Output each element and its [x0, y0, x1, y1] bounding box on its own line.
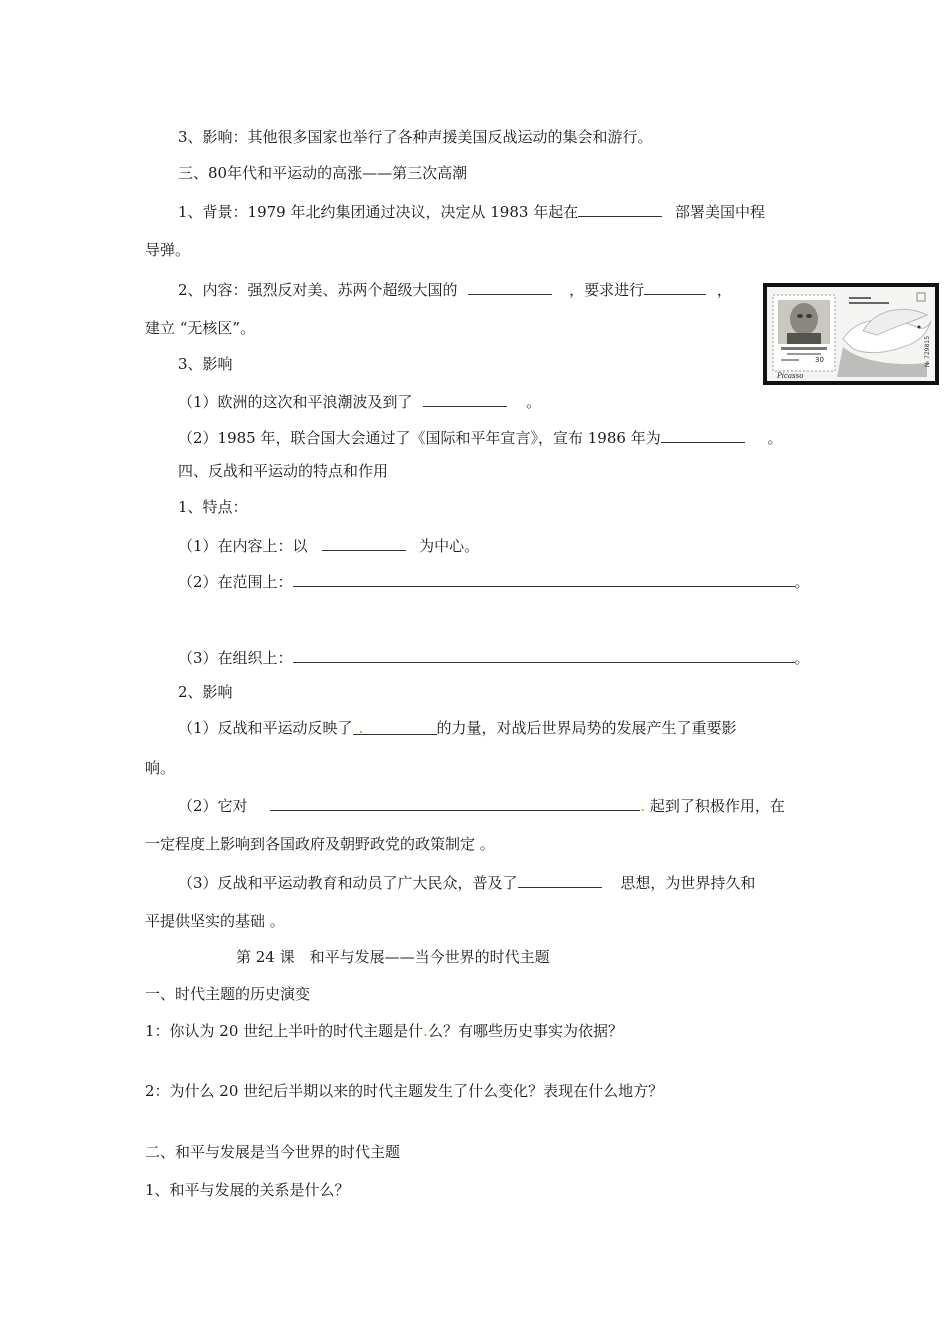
blank-field[interactable]: [644, 278, 706, 295]
effect-item-3: [178, 871, 755, 893]
blank-field[interactable]: [661, 426, 745, 443]
feature-item-3: [178, 646, 810, 668]
effect-text: （3）反战和平运动教育和动员了广大民众，普及了: [178, 874, 518, 892]
blank-field[interactable]: [293, 570, 795, 587]
portrait-caption: [787, 353, 821, 355]
background-text-end: 部署美国中程: [674, 203, 765, 221]
effect-text-end: 的力量，对战后世界局势的发展产生了重要影: [436, 719, 737, 737]
section-heading-1: 一、时代主题的历史演变: [145, 985, 311, 1003]
effect-text: （1）反战和平运动反映了: [178, 719, 353, 737]
impact-item-1: [178, 390, 541, 412]
continuation-line: 响。: [145, 759, 176, 777]
blank-field[interactable]: [353, 718, 437, 735]
continuation-line: 建立 “无核区”。: [145, 319, 256, 337]
impact-text-end: 。: [526, 393, 542, 411]
feature-text-end: 为中心。: [419, 537, 480, 555]
effect-text: （2）它对: [178, 797, 248, 815]
blank-field[interactable]: [270, 794, 640, 811]
continuation-line: 导弹。: [145, 241, 191, 259]
blank-field[interactable]: [322, 534, 406, 551]
question-3: 1、和平与发展的关系是什么？: [145, 1181, 350, 1199]
impact-text: （1）欧洲的这次和平浪潮波及到了: [178, 393, 413, 411]
feature-text: （2）在范围上：: [178, 573, 293, 591]
dove-eye: [918, 326, 921, 329]
portrait-eye: [806, 314, 812, 318]
feature-text: （3）在组织上：: [178, 649, 293, 667]
feature-text-end: 。: [794, 573, 810, 591]
mark-dot: .: [358, 719, 364, 737]
background-line: [178, 200, 765, 222]
blank-field[interactable]: [578, 200, 662, 217]
effect-text-end: 思想，为世界持久和: [620, 874, 756, 892]
continuation-line: 一定程度上影响到各国政府及朝野政党的政策制定 。: [145, 835, 495, 853]
mark-dot: .: [423, 1022, 428, 1040]
impact-item-2: [178, 426, 783, 448]
portrait-head: [790, 303, 818, 335]
continuation-line: 平提供坚实的基础 。: [145, 912, 285, 930]
content-text-mid: ，要求进行: [569, 281, 645, 299]
section-heading-4: 四、反战和平运动的特点和作用: [178, 462, 389, 480]
mark-dot: .: [640, 797, 646, 815]
content-text: 2、内容：强烈反对美、苏两个超级大国的: [178, 281, 458, 299]
picasso-stamp-image: [763, 283, 939, 385]
stamp-sheet: [767, 287, 935, 381]
blank-field[interactable]: [293, 646, 795, 663]
portrait-caption: [781, 347, 827, 350]
picasso-signature: Picasso: [777, 372, 804, 380]
section-heading-2: 二、和平与发展是当今世界的时代主题: [145, 1143, 401, 1161]
effect-item-1: [178, 718, 737, 738]
portrait-shoulders: [787, 333, 821, 344]
feature-item-2: [178, 570, 810, 592]
feature-text-end: 。: [794, 649, 810, 667]
feature-item-1: [178, 534, 479, 556]
content-text-end: ，: [716, 281, 732, 299]
serial-number: № 729815: [924, 335, 931, 367]
question-text-end: 么？有哪些历史事实为依据？: [427, 1022, 623, 1040]
background-text: 1、背景：1979 年北约集团通过决议，决定从 1983 年起在: [178, 203, 579, 221]
blank-field[interactable]: [518, 871, 602, 888]
header-text: [849, 297, 871, 299]
impact-text: （2）1985 年，联合国大会通过了《国际和平年宣言》，宣布 1986 年为: [178, 429, 661, 447]
portrait-caption: [781, 359, 799, 361]
question-text: 1：你认为 20 世纪上半叶的时代主题是什: [145, 1022, 424, 1040]
blank-field[interactable]: [423, 390, 507, 407]
header-text: [849, 302, 889, 304]
stamp-value: 30: [815, 356, 824, 364]
features-heading: 1、特点：: [178, 498, 248, 516]
question-2: 2：为什么 20 世纪后半期以来的时代主题发生了什么变化？表现在什么地方？: [145, 1082, 664, 1100]
effect-item-2: [178, 794, 785, 816]
blank-field[interactable]: [468, 278, 552, 295]
portrait-eye: [797, 314, 803, 318]
question-1: [145, 1021, 623, 1041]
impact-heading: 3、影响: [178, 355, 233, 373]
corner-mark: [917, 293, 925, 301]
stamp-art: [767, 287, 935, 381]
effect-text-end: 起到了积极作用，在: [649, 797, 785, 815]
content-line: [178, 278, 732, 300]
section-heading-3: 三、80年代和平运动的高涨——第三次高潮: [178, 164, 468, 182]
effects-heading: 2、影响: [178, 683, 233, 701]
feature-text: （1）在内容上：以: [178, 537, 308, 555]
lesson-title: 第 24 课 和平与发展——当今世界的时代主题: [236, 948, 550, 966]
impact-line: 3、影响：其他很多国家也举行了各种声援美国反战运动的集会和游行。: [178, 128, 653, 146]
impact-text-end: 。: [767, 429, 783, 447]
